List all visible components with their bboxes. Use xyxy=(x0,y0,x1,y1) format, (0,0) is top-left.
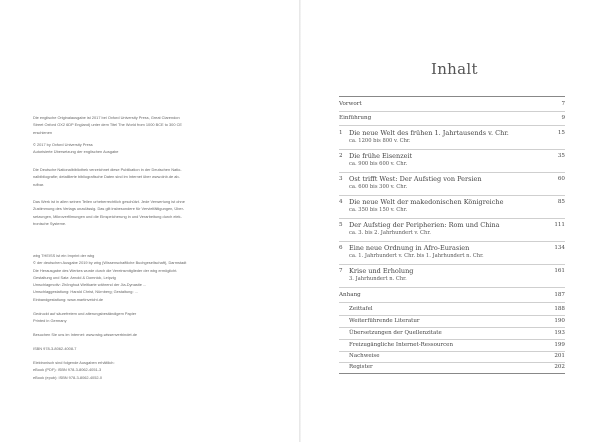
imprint-line: ISBN 978-3-8062-4008-7 xyxy=(33,346,77,351)
chapter-page: 15 xyxy=(557,130,565,136)
toc-entry-label: Einführung xyxy=(339,115,372,121)
chapter-page: 35 xyxy=(557,153,565,159)
imprint-line: Street Oxford OX2 6DP England) unter dem Titel The World from 1000 BCE to 300 CE xyxy=(33,122,182,128)
toc-entry-label: Zeittafel xyxy=(349,306,373,312)
imprint-dnb xyxy=(33,166,273,188)
imprint-line: Besuchen Sie uns im Internet: www.wbg-wissenverbindet.de xyxy=(33,332,138,337)
chapter-number: 3 xyxy=(339,176,343,182)
chapter-number: 5 xyxy=(339,222,343,228)
imprint-line: Umschlaggestaltung: Harald Christ, Nürnberg; Gestaltung: ... xyxy=(33,289,138,295)
imprint-line: Das Werk ist in allen seinen Teilen urheberrechtlich geschützt. Jede Verwertung ist ohne xyxy=(33,199,185,204)
toc-entry-label: Nachweise xyxy=(349,353,380,359)
chapter-number: 2 xyxy=(339,153,343,159)
toc-entry-page: 7 xyxy=(561,101,565,107)
chapter-page: 60 xyxy=(557,176,565,182)
imprint-copyright xyxy=(33,141,273,156)
toc-separator xyxy=(339,111,565,112)
imprint-line: Einbandgestaltung: www.martinveicht.de xyxy=(33,296,104,302)
toc-title: Inhalt xyxy=(431,60,478,78)
toc-bottom-rule xyxy=(339,373,565,374)
toc-entry-page: 202 xyxy=(554,364,565,370)
toc-separator xyxy=(339,315,565,316)
chapter-title: Die neue Welt des frühen 1. Jahrtausends v. Chr. xyxy=(349,129,509,137)
toc-separator xyxy=(339,351,565,352)
chapter-subtitle: ca. 900 bis 600 v. Chr. xyxy=(349,161,408,167)
toc-entry-page: 190 xyxy=(554,318,565,324)
imprint-line: Die Deutsche Nationalbibliothek verzeichnet diese Publikation in der Deutschen Natio- xyxy=(33,167,182,172)
toc-entry-page: 9 xyxy=(561,115,565,121)
toc-entry-label: Anhang xyxy=(339,292,361,298)
imprint-line: Printed in Germany xyxy=(33,318,67,324)
chapter-subtitle: ca. 600 bis 300 v. Chr. xyxy=(349,184,408,190)
chapter-page: 161 xyxy=(554,268,565,274)
toc-entry-page: 201 xyxy=(554,353,565,359)
imprint-line: Zustimmung des Verlags unzulässig. Das gilt insbesondere für Vervielfältigungen, Über- xyxy=(33,206,185,212)
chapter-title: Krise und Erholung xyxy=(349,267,414,275)
imprint-isbn xyxy=(33,345,273,352)
imprint-ebook xyxy=(33,359,273,381)
toc-entry-page: 193 xyxy=(554,330,565,336)
chapter-page: 134 xyxy=(554,245,565,251)
toc-entry-label: Weiterführende Literatur xyxy=(349,318,420,324)
toc-entry-label: Freizugängliche Internet-Ressourcen xyxy=(349,342,453,348)
chapter-title: Der Aufstieg der Peripherien: Rom und China xyxy=(349,221,500,229)
chapter-subtitle: ca. 350 bis 150 v. Chr. xyxy=(349,207,408,213)
toc-separator xyxy=(339,218,565,219)
toc-separator xyxy=(339,362,565,363)
toc-separator xyxy=(339,172,565,173)
toc-separator xyxy=(339,125,565,126)
imprint-page xyxy=(0,0,299,442)
toc-entry-page: 199 xyxy=(554,342,565,348)
chapter-title: Ost trifft West: Der Aufstieg von Persien xyxy=(349,175,482,183)
imprint-line: Umschlagmotiv: Zhōnghuá Weltkarte während der Jia-Dynastie ... xyxy=(33,282,147,288)
chapter-title: Eine neue Ordnung in Afro-Eurasien xyxy=(349,244,470,252)
imprint-paper xyxy=(33,310,273,325)
toc-separator xyxy=(339,339,565,340)
toc-page xyxy=(301,0,600,442)
toc-entry-label: Vorwort xyxy=(339,101,362,107)
imprint-line: Elektronisch sind folgende Ausgaben erhältlich: xyxy=(33,360,115,365)
imprint-line: Gestaltung und Satz: Arnold & Domnick, Leipzig xyxy=(33,274,116,280)
imprint-line: Die englische Originalausgabe ist 2017 bei Oxford University Press, Great Clarendon xyxy=(33,115,180,120)
chapter-subtitle: ca. 1. Jahrhundert v. Chr. bis 1. Jahrhundert n. Chr. xyxy=(349,253,484,259)
imprint-line: tronische Systeme. xyxy=(33,220,67,226)
chapter-number: 7 xyxy=(339,268,343,274)
toc-top-rule xyxy=(339,96,565,97)
imprint-website xyxy=(33,331,273,338)
imprint-line: eBook (epub): ISBN 978-3-8062-4052-0 xyxy=(33,374,102,380)
imprint-line: rufbar. xyxy=(33,181,45,187)
chapter-page: 111 xyxy=(554,222,565,228)
chapter-number: 4 xyxy=(339,199,343,205)
toc-entry-label: Register xyxy=(349,364,373,370)
toc-separator xyxy=(339,195,565,196)
chapter-title: Die neue Welt der makedonischen Königreiche xyxy=(349,198,504,206)
chapter-page: 85 xyxy=(557,199,565,205)
chapter-subtitle: ca. 3. bis 2. Jahrhundert v. Chr. xyxy=(349,230,431,236)
chapter-title: Die frühe Eisenzeit xyxy=(349,152,413,160)
imprint-line: eBook (PDF): ISBN 978-3-8062-4051-3 xyxy=(33,367,102,373)
imprint-original-edition xyxy=(33,114,273,136)
toc-entry-page: 188 xyxy=(554,306,565,312)
imprint-line: Die Herausgabe des Werkes wurde durch die Vereinsmitglieder der wbg ermöglicht. xyxy=(33,267,178,273)
imprint-line: setzungen, Mikroverfilmungen und die Einspeicherung in und Verarbeitung durch elek- xyxy=(33,213,182,219)
toc-separator xyxy=(339,302,565,303)
imprint-line: wbg THEISS ist ein Imprint der wbg xyxy=(33,253,95,258)
imprint-publisher xyxy=(33,252,273,303)
toc-separator xyxy=(339,264,565,265)
chapter-number: 1 xyxy=(339,130,343,136)
toc-separator xyxy=(339,287,565,288)
toc-separator xyxy=(339,241,565,242)
chapter-subtitle: 3. Jahrhundert n. Chr. xyxy=(349,276,407,282)
imprint-line: © der deutschen Ausgabe 2019 by wbg (Wissenschaftliche Buchgesellschaft), Darmstadt xyxy=(33,260,187,266)
imprint-line: © 2017 by Oxford University Press xyxy=(33,142,93,147)
imprint-rights xyxy=(33,198,273,227)
toc-separator xyxy=(339,327,565,328)
imprint-line: Autorisierte Übersetzung der englischen Ausgabe xyxy=(33,149,119,155)
chapter-number: 6 xyxy=(339,245,343,251)
imprint-line: Gedruckt auf säurefreiem und alterungsbeständigem Papier xyxy=(33,311,137,316)
toc-entry-page: 187 xyxy=(554,292,565,298)
imprint-line: erschienen xyxy=(33,129,53,135)
imprint-line: nalbibliografie; detaillierte bibliografische Daten sind im Internet über www.dnb.de ab- xyxy=(33,174,180,180)
toc-separator xyxy=(339,149,565,150)
chapter-subtitle: ca. 1200 bis 800 v. Chr. xyxy=(349,138,411,144)
toc-entry-label: Übersetzungen der Quellenzitate xyxy=(349,330,442,336)
